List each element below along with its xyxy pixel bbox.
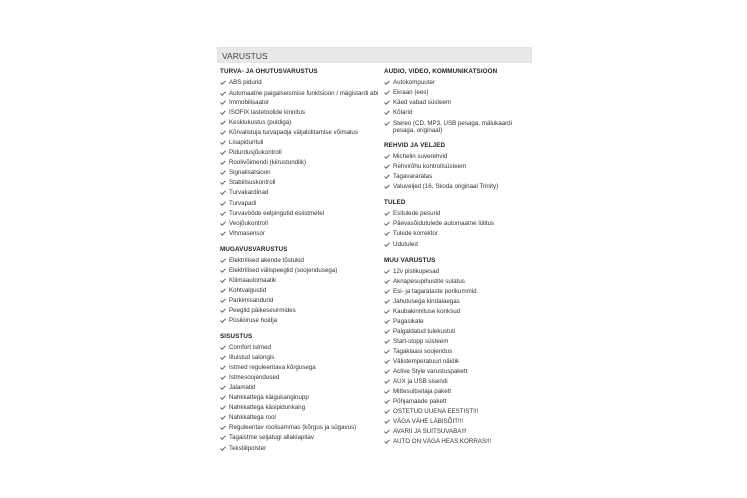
feature-item-label: Lisapidurituli xyxy=(229,139,264,147)
checkmark-icon xyxy=(220,80,226,85)
section-header: VARUSTUS xyxy=(217,47,532,63)
feature-item xyxy=(384,277,534,287)
checkmark-icon xyxy=(384,211,390,216)
feature-item-label: Käed vabad süsteem xyxy=(393,99,452,107)
feature-item-label: Signalisatsioon xyxy=(229,169,271,177)
feature-item xyxy=(220,383,380,393)
feature-item xyxy=(384,387,534,397)
section-title-audio-video-kommunikatsioon: AUDIO, VIDEO, KOMMUNIKATSIOON xyxy=(384,68,498,75)
feature-item-label: Jalamatid xyxy=(229,384,256,392)
feature-item xyxy=(220,316,380,326)
checkmark-icon xyxy=(220,298,226,303)
checkmark-icon xyxy=(220,170,226,175)
feature-item xyxy=(384,229,534,239)
feature-item-label: Parkimisandurid xyxy=(229,296,274,304)
feature-item-label: Immobilisaator xyxy=(229,99,270,107)
feature-item-label: Mittesuitsetaja pakett xyxy=(393,388,452,396)
feature-item xyxy=(220,148,380,158)
checkmark-icon xyxy=(384,369,390,374)
feature-item xyxy=(220,188,380,198)
feature-item-label: Start-stopp süsteem xyxy=(393,337,449,345)
equipment-column-left xyxy=(220,68,380,461)
feature-item-label: Valuveljed (16, Skoda originaal Trinity) xyxy=(393,183,499,191)
feature-item xyxy=(384,88,534,98)
checkmark-icon xyxy=(384,279,390,284)
feature-item xyxy=(220,286,380,296)
checkmark-icon xyxy=(384,349,390,354)
feature-list xyxy=(220,78,380,239)
feature-item xyxy=(384,297,534,307)
checkmark-icon xyxy=(384,184,390,189)
checkmark-icon xyxy=(220,180,226,185)
feature-item xyxy=(220,98,380,108)
checkmark-icon xyxy=(384,379,390,384)
feature-item xyxy=(220,306,380,316)
feature-item-label: Roolivõimendi (kiirustundlik) xyxy=(229,159,307,167)
checkmark-icon xyxy=(220,110,226,115)
feature-item-label: Pagasikate xyxy=(393,317,424,325)
feature-item xyxy=(384,108,534,118)
checkmark-icon xyxy=(220,268,226,273)
feature-item xyxy=(384,118,534,135)
feature-item xyxy=(220,353,380,363)
checkmark-icon xyxy=(384,221,390,226)
feature-item xyxy=(220,209,380,219)
feature-item-label: Nahkkattega käsipidurikang xyxy=(229,404,306,412)
feature-item-label: Turvavööde eelpingutid esiistmetel xyxy=(229,209,325,217)
checkmark-icon xyxy=(384,164,390,169)
feature-item-label: 12v pistikupesad xyxy=(393,267,440,275)
checkmark-icon xyxy=(220,385,226,390)
feature-item xyxy=(220,78,380,88)
feature-item-label: Kaubakinnituse konksud xyxy=(393,307,461,315)
checkmark-icon xyxy=(384,439,390,444)
feature-item-label: Esi- ja tagarataste porikummid xyxy=(393,287,477,295)
checkmark-icon xyxy=(384,429,390,434)
checkmark-icon xyxy=(384,339,390,344)
feature-item xyxy=(384,427,534,437)
checkmark-icon xyxy=(384,121,390,126)
checkmark-icon xyxy=(384,90,390,95)
feature-item-label: Udutuled xyxy=(393,240,418,248)
feature-list xyxy=(384,267,534,448)
feature-item-label: Tagavararatas xyxy=(393,173,433,181)
feature-item xyxy=(220,88,380,98)
checkmark-icon xyxy=(384,231,390,236)
checkmark-icon xyxy=(220,375,226,380)
feature-item xyxy=(384,407,534,417)
feature-item-label: Stereo (CD, MP3, USB pesaga, mälukaardi pesaga, originaal) xyxy=(393,119,512,134)
checkmark-icon xyxy=(384,299,390,304)
feature-list xyxy=(384,209,534,249)
checkmark-icon xyxy=(220,308,226,313)
feature-item xyxy=(384,437,534,447)
feature-item-label: Turvapadi xyxy=(229,199,257,207)
feature-item xyxy=(384,287,534,297)
feature-item xyxy=(220,219,380,229)
section-title-tuled: TULED xyxy=(384,199,406,207)
feature-item-label: VÄGA VÄHE LÄBISÕIT!!! xyxy=(393,418,464,426)
checkmark-icon xyxy=(384,329,390,334)
feature-item-label: Peeglid päikesesirmides xyxy=(229,306,296,314)
feature-item-label: OSTETUD UUENA EESTIST!!! xyxy=(393,408,479,416)
feature-item-label: Turvakardinad xyxy=(229,189,269,197)
feature-item xyxy=(220,118,380,128)
checkmark-icon xyxy=(384,242,390,247)
checkmark-icon xyxy=(384,80,390,85)
equipment-column-right xyxy=(384,68,534,454)
feature-item xyxy=(220,444,380,454)
checkmark-icon xyxy=(220,231,226,236)
checkmark-icon xyxy=(220,150,226,155)
feature-item-label: Michelin suverehvid xyxy=(393,153,448,161)
checkmark-icon xyxy=(220,100,226,105)
checkmark-icon xyxy=(384,100,390,105)
checkmark-icon xyxy=(220,278,226,283)
feature-item xyxy=(384,219,534,229)
checkmark-icon xyxy=(220,435,226,440)
feature-item xyxy=(220,138,380,148)
feature-item-label: Kliimaautomaatik xyxy=(229,276,277,284)
feature-item-label: Illuistud salongis xyxy=(229,354,275,362)
feature-item xyxy=(220,108,380,118)
section-title-rehvid-ja-veljed: REHVID JA VELJED xyxy=(384,142,446,150)
checkmark-icon xyxy=(220,415,226,420)
checkmark-icon xyxy=(384,289,390,294)
checkmark-icon xyxy=(220,355,226,360)
feature-item-label: Ekraan (ees) xyxy=(393,89,429,97)
feature-item xyxy=(384,397,534,407)
feature-item-label: Jahutusega kindalaegas xyxy=(393,297,460,305)
checkmark-icon xyxy=(220,425,226,430)
checkmark-icon xyxy=(384,309,390,314)
checkmark-icon xyxy=(384,110,390,115)
checkmark-icon xyxy=(220,446,226,451)
checkmark-icon xyxy=(220,140,226,145)
checkmark-icon xyxy=(220,211,226,216)
feature-item xyxy=(384,209,534,219)
feature-item-label: ISOFIX lastetoolide kinnitus xyxy=(229,109,306,117)
feature-item xyxy=(220,423,380,433)
feature-item xyxy=(220,128,380,138)
section-title-sisustus: SISUSTUS xyxy=(220,333,253,341)
feature-item-label: Aknapesupihustite sulatus xyxy=(393,277,465,285)
feature-item-label: Esitulede pesurid xyxy=(393,210,441,218)
feature-item-label: Kõrvalistuja turvapadja väljalülitamise võimalus xyxy=(229,129,358,137)
checkmark-icon xyxy=(220,345,226,350)
checkmark-icon xyxy=(220,130,226,135)
feature-item-label: Veojõukontroll xyxy=(229,219,268,227)
feature-item-label: Kesklukustus (puldiga) xyxy=(229,119,292,127)
feature-item-label: Reguleeritav roolisammas (kõrgus ja sügavus) xyxy=(229,424,357,432)
feature-item-label: Tekstiilpolster xyxy=(229,444,267,452)
feature-item xyxy=(220,393,380,403)
feature-item-label: Istmesoojendused xyxy=(229,374,280,382)
feature-item xyxy=(384,357,534,367)
checkmark-icon xyxy=(384,419,390,424)
feature-item-label: Välistemperatuuri näidik xyxy=(393,357,460,365)
checkmark-icon xyxy=(220,221,226,226)
feature-item-label: ABS pidurid xyxy=(229,79,262,86)
feature-item xyxy=(384,78,534,88)
feature-item-label: Põhjamaade pakett xyxy=(393,398,447,406)
feature-item xyxy=(384,267,534,277)
checkmark-icon xyxy=(384,359,390,364)
feature-item-label: Stabiilsuskontroll xyxy=(229,179,276,187)
feature-item xyxy=(220,199,380,209)
feature-item xyxy=(220,343,380,353)
feature-item-label: Comfort istmed xyxy=(229,344,271,352)
feature-item-label: Päevasõidutulede automaatne lülitus xyxy=(393,220,495,228)
feature-item xyxy=(220,158,380,168)
feature-item-label: Active Style varustuspakett xyxy=(393,368,468,376)
feature-item xyxy=(220,178,380,188)
feature-item xyxy=(384,240,534,250)
feature-item xyxy=(220,413,380,423)
feature-list xyxy=(384,78,534,135)
feature-item-label: Autokompuuter xyxy=(393,79,435,86)
checkmark-icon xyxy=(220,160,226,165)
feature-item-label: Pidurdusjõukontroll xyxy=(229,149,282,157)
feature-item-label: Paigaldatud tulekustuti xyxy=(393,327,456,335)
feature-item xyxy=(384,162,534,172)
feature-item-label: Istmed reguleeritava kõrgusega xyxy=(229,364,316,372)
feature-item xyxy=(384,307,534,317)
feature-item xyxy=(384,98,534,108)
feature-item xyxy=(384,347,534,357)
checkmark-icon xyxy=(220,258,226,263)
section-title-turva-ja-ohutusvarustus: TURVA- JA OHUTUSVARUSTUS xyxy=(220,68,318,75)
checkmark-icon xyxy=(220,365,226,370)
feature-item-label: Automaatne paigalseismise funktsioon / mägistardi abi xyxy=(229,89,379,97)
checkmark-icon xyxy=(220,201,226,206)
feature-item-label: Elektrilised välispeeglid (soojendusega) xyxy=(229,266,338,274)
checkmark-icon xyxy=(384,319,390,324)
feature-item-label: Püsikiiruse hoidja xyxy=(229,316,278,324)
feature-item xyxy=(220,433,380,443)
checkmark-icon xyxy=(384,154,390,159)
feature-item-label: Elektrilised akende tõstukid xyxy=(229,256,304,264)
section-title-muu-varustus: MUU VARUSTUS xyxy=(384,256,436,264)
feature-item xyxy=(384,317,534,327)
feature-item-label: AUX ja USB sisendi xyxy=(393,378,448,386)
feature-item xyxy=(384,417,534,427)
feature-item xyxy=(220,266,380,276)
feature-item-label: Nahkkattega käigukanginupp xyxy=(229,394,309,402)
feature-list xyxy=(220,343,380,454)
feature-item xyxy=(384,182,534,192)
checkmark-icon xyxy=(220,190,226,195)
feature-item-label: Kõlarid xyxy=(393,109,413,117)
section-title-mugavusvarustus: MUGAVUSVARUSTUS xyxy=(220,245,288,253)
feature-item xyxy=(220,373,380,383)
feature-item xyxy=(384,337,534,347)
feature-item xyxy=(220,403,380,413)
feature-item-label: Tagaklaasi soojendus xyxy=(393,347,453,355)
checkmark-icon xyxy=(220,405,226,410)
feature-item xyxy=(384,172,534,182)
checkmark-icon xyxy=(384,409,390,414)
checkmark-icon xyxy=(384,399,390,404)
feature-item-label: AUTO ON VÄGA HEAS KORRAS!!! xyxy=(393,438,492,446)
feature-item-label: Kohtvalgustid xyxy=(229,286,267,294)
feature-item-label: Tulede korrektor xyxy=(393,230,438,238)
feature-item xyxy=(220,256,380,266)
feature-item xyxy=(220,296,380,306)
feature-item-label: AVARII JA SUITSUVABA!!! xyxy=(393,428,467,436)
checkmark-icon xyxy=(220,395,226,400)
feature-list xyxy=(220,256,380,326)
checkmark-icon xyxy=(220,318,226,323)
feature-item xyxy=(220,363,380,373)
checkmark-icon xyxy=(384,269,390,274)
feature-item-label: Rehvirõhu kontrollsüsteem xyxy=(393,163,467,171)
feature-item-label: Vihmasensor xyxy=(229,229,265,237)
feature-item xyxy=(384,367,534,377)
feature-item xyxy=(384,327,534,337)
feature-item xyxy=(220,168,380,178)
checkmark-icon xyxy=(384,389,390,394)
checkmark-icon xyxy=(220,288,226,293)
feature-item-label: Tagaistme seljatugi allaklapitav xyxy=(229,434,314,442)
feature-list xyxy=(384,152,534,192)
feature-item xyxy=(384,377,534,387)
feature-item xyxy=(220,229,380,239)
checkmark-icon xyxy=(220,91,226,96)
feature-item-label: Nahkkattega rool xyxy=(229,414,276,422)
feature-item xyxy=(384,152,534,162)
checkmark-icon xyxy=(220,120,226,125)
checkmark-icon xyxy=(384,174,390,179)
feature-item xyxy=(220,276,380,286)
